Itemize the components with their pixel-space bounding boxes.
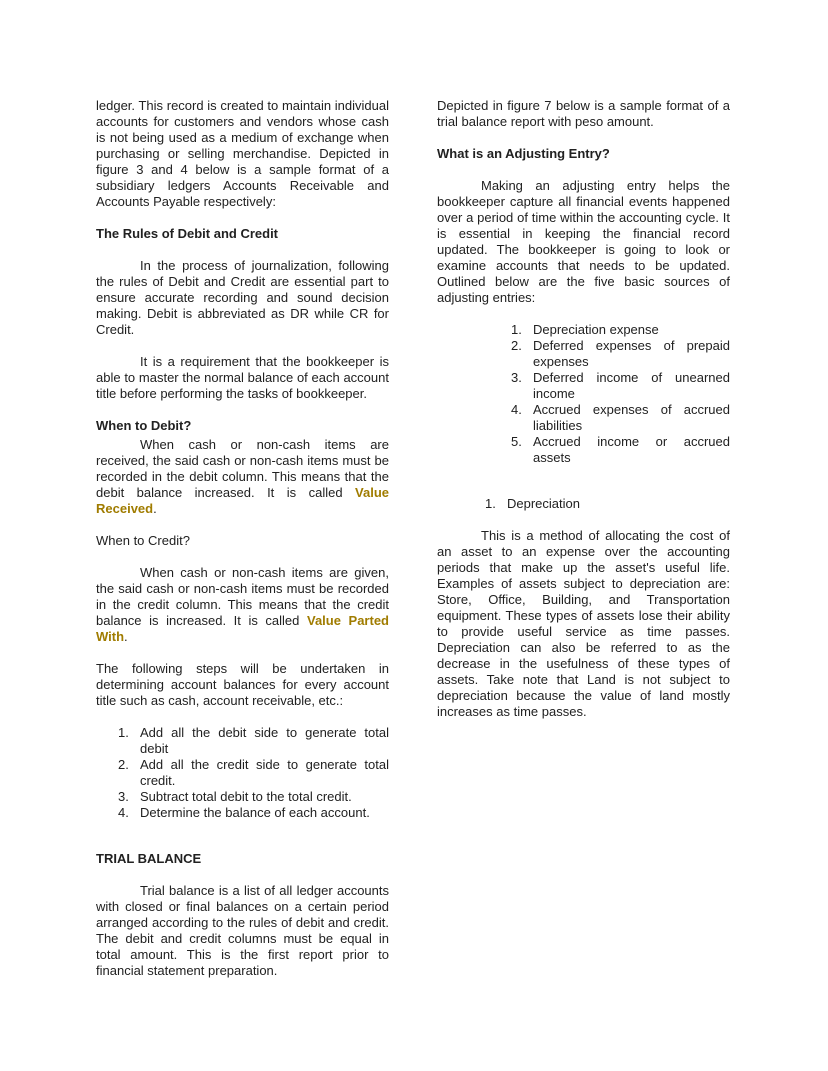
- when-to-credit-text: When cash or non-cash items are given, the said cash or non-cash items must be recorded in the credit column. This means that the credit balance is increased. It is called: [96, 565, 389, 628]
- list-item-number: 2.: [118, 757, 129, 772]
- heading-rules-of-debit-and-credit: The Rules of Debit and Credit: [96, 226, 279, 241]
- heading-trial-balance: TRIAL BALANCE: [96, 851, 202, 866]
- list-item-number: 1.: [485, 496, 496, 511]
- list-item-number: 5.: [511, 434, 522, 449]
- list-item-number: 3.: [511, 370, 522, 385]
- paragraph-adjusting-entry: Making an adjusting entry helps the bookkeeper capture all financial events happened over a period of time within the accounting cycle. It is essential in keeping the financial record updated. The bookkeeper is going to look or examine accounts that needs to be updated. Outlined below are the five basic sources of adjusting entries:: [437, 178, 730, 305]
- value-parted-with-highlight: Value Parted With: [96, 613, 389, 644]
- list-item: [511, 434, 730, 466]
- list-item-number: 4.: [511, 402, 522, 417]
- adjusting-entry-sources-list: [511, 322, 730, 466]
- list-item: [511, 338, 730, 370]
- paragraph-trial-balance: Trial balance is a list of all ledger accounts with closed or final balances on a certain period arranged according to the rules of debit and credit. The debit and credit columns must be equal in total amount. This is the first report prior to financial statement preparation.: [96, 883, 389, 978]
- value-received-highlight: Value Received: [96, 485, 389, 516]
- heading-when-to-debit: When to Debit?: [96, 418, 192, 433]
- list-item: [511, 402, 730, 434]
- paragraph-depreciation: This is a method of allocating the cost of an asset to an expense over the accounting periods that make up the asset's useful life. Examples of assets subject to depreciation are: Store, Office, Building, and Transportation equipment. These types of assets lose their ability to provide useful service as time passes. Depreciation can also be referred to as the decrease in the usefulness of these types of assets. Take note that Land is not subject to depreciation because the value of land mostly increases as time passes.: [437, 528, 730, 719]
- paragraph-when-to-credit: [96, 565, 389, 645]
- paragraph-subsidiary-ledger: ledger. This record is created to maintain individual accounts for customers and vendors whose cash is not being used as a medium of exchange when purchasing or selling merchandise. Depicted in figure 3 and 4 below is a sample format of a subsidiary ledgers Accounts Receivable and Accounts Payable respectively:: [96, 98, 389, 209]
- paragraph-when-to-debit: [96, 437, 389, 517]
- paragraph-journalization: In the process of journalization, following the rules of Debit and Credit are essential part to ensure accurate recording and sound decision making. Debit is abbreviated as DR while CR for Credit.: [96, 258, 389, 337]
- paragraph-bookkeeper-requirement: It is a requirement that the bookkeeper is able to master the normal balance of each account title before performing the tasks of bookkeeper.: [96, 354, 389, 401]
- list-item-text: Add all the credit side to generate total credit.: [140, 757, 389, 788]
- list-item: [118, 725, 389, 757]
- list-item: [118, 757, 389, 789]
- when-to-debit-text: When cash or non-cash items are received, the said cash or non-cash items must be recorded in the debit column. This means that the debit balance increased. It is called: [96, 437, 389, 500]
- list-item-number: 1.: [118, 725, 129, 740]
- heading-adjusting-entry: What is an Adjusting Entry?: [437, 146, 610, 161]
- list-item-text: Determine the balance of each account.: [140, 805, 370, 820]
- list-item-text: Add all the debit side to generate total debit: [140, 725, 389, 756]
- when-to-debit-period: .: [153, 501, 157, 516]
- list-item: [511, 370, 730, 402]
- list-item-text: Deferred income of unearned income: [533, 370, 730, 401]
- two-column-layout: [96, 98, 730, 995]
- heading-when-to-credit: When to Credit?: [96, 533, 190, 548]
- list-item: [511, 322, 730, 338]
- list-item-number: 4.: [118, 805, 129, 820]
- paragraph-steps-intro: The following steps will be undertaken in determining account balances for every account title such as cash, account receivable, etc.:: [96, 661, 389, 708]
- list-item-number: 1.: [511, 322, 522, 337]
- depreciation-list-item: [485, 496, 730, 512]
- list-item-number: 2.: [511, 338, 522, 353]
- list-item-text: Depreciation: [507, 496, 580, 511]
- list-item-text: Accrued income or accrued assets: [533, 434, 730, 465]
- list-item-text: Accrued expenses of accrued liabilities: [533, 402, 730, 433]
- list-item-text: Deferred expenses of prepaid expenses: [533, 338, 730, 369]
- account-balance-steps-list: [118, 725, 389, 821]
- left-column: [96, 98, 389, 995]
- paragraph-figure-7: Depicted in figure 7 below is a sample format of a trial balance report with peso amount.: [437, 98, 730, 129]
- list-item-number: 3.: [118, 789, 129, 804]
- list-item-text: Subtract total debit to the total credit.: [140, 789, 352, 804]
- when-to-credit-period: .: [124, 629, 128, 644]
- list-item: [118, 805, 389, 821]
- list-item: [118, 789, 389, 805]
- right-column: [437, 98, 730, 995]
- list-item-text: Depreciation expense: [533, 322, 659, 337]
